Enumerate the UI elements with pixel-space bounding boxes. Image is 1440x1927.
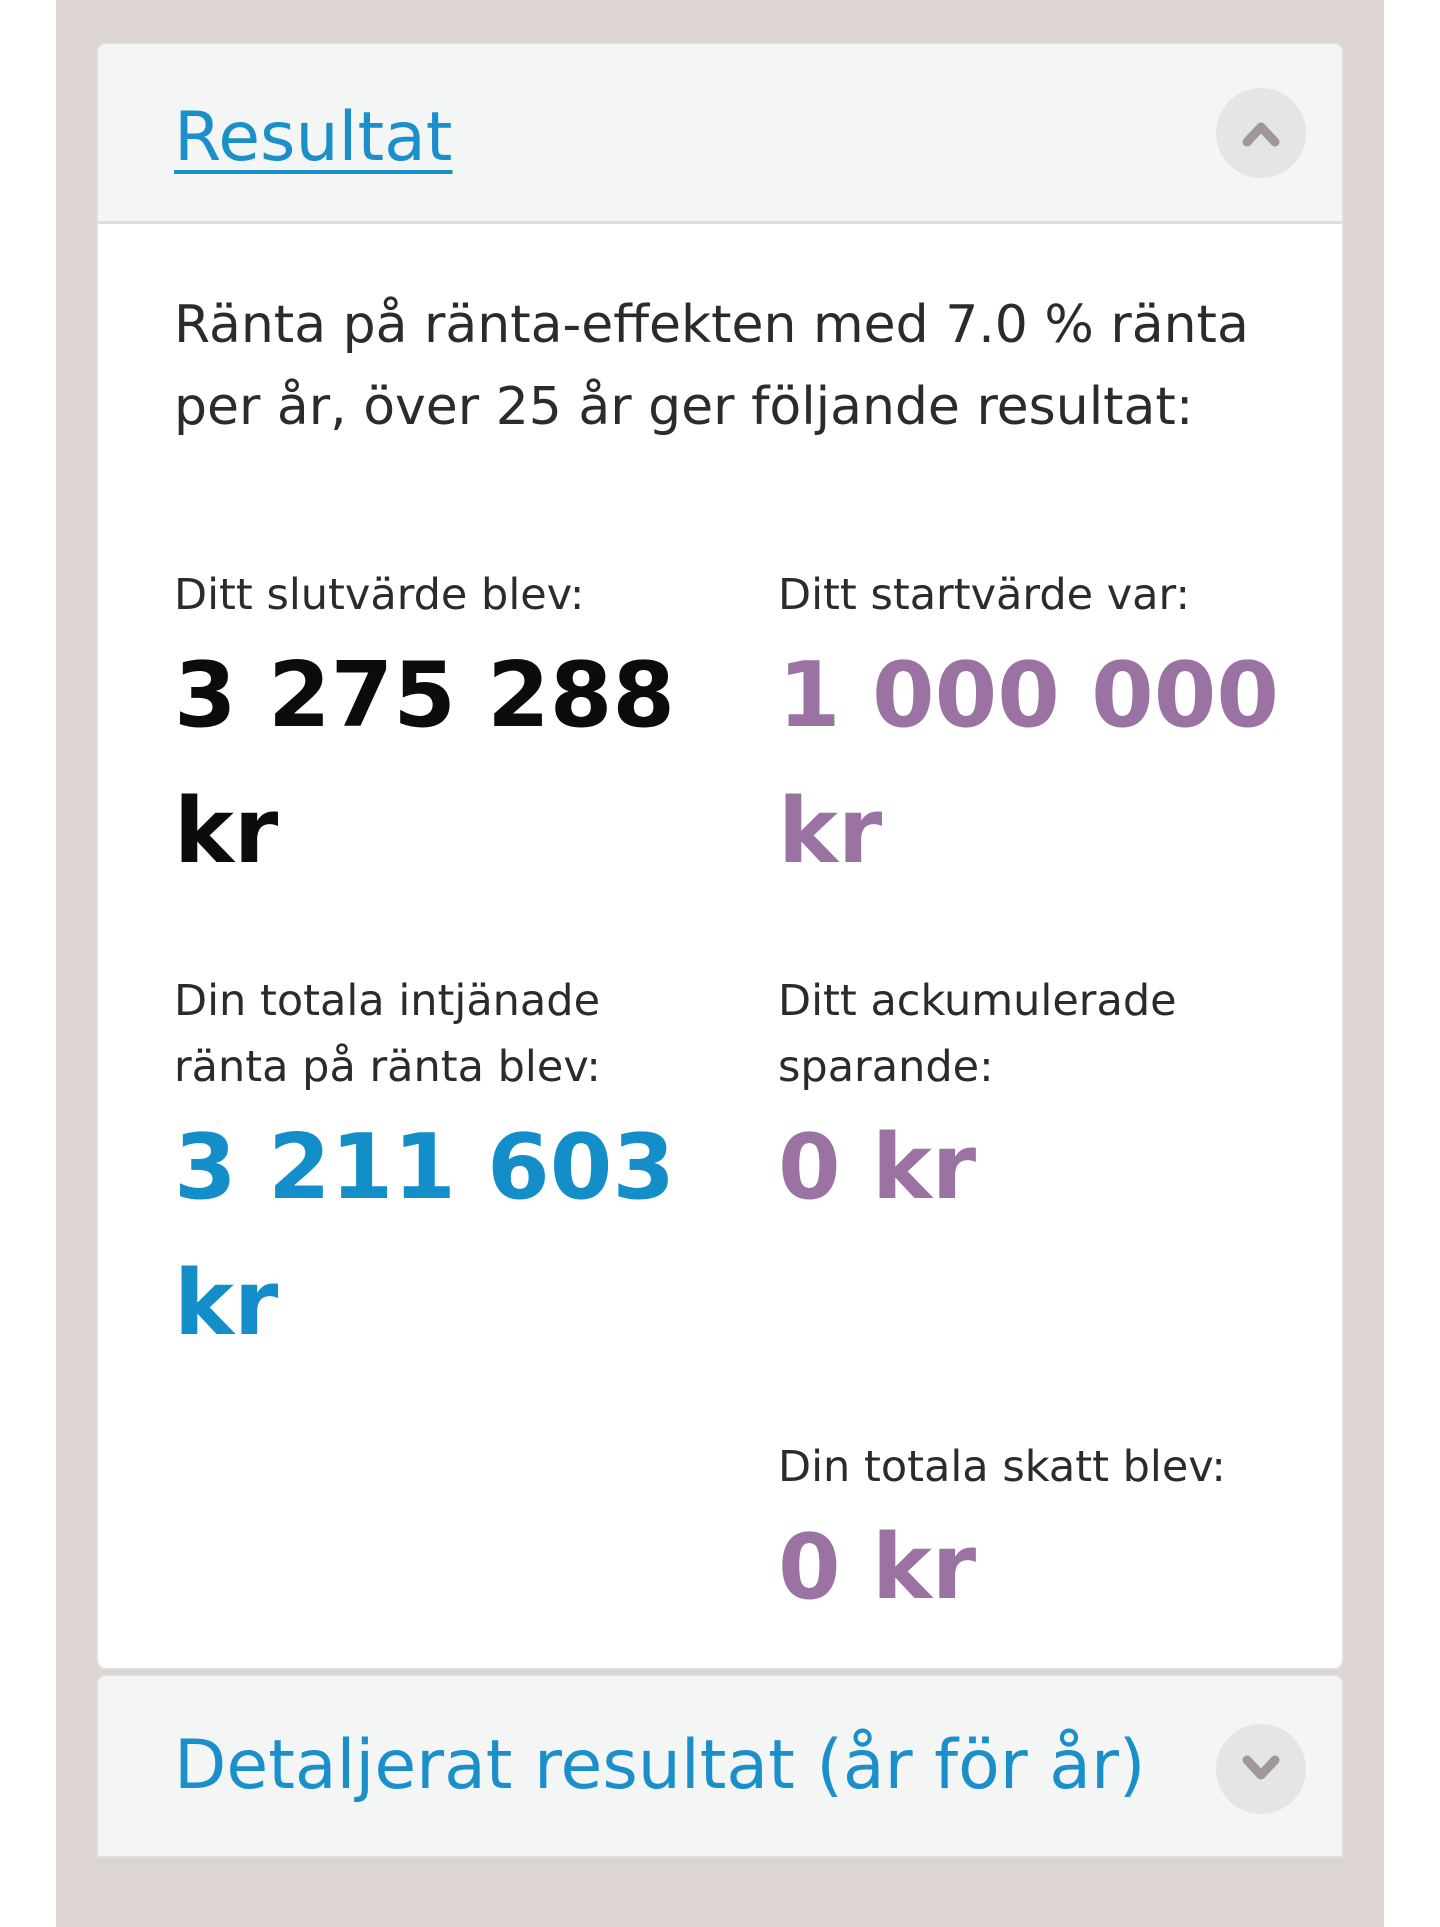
chevron-up-icon [1241, 119, 1281, 147]
total-interest-stat [174, 968, 694, 1372]
total-tax-label: Din totala skatt blev: [778, 1442, 1226, 1492]
final-value-stat [174, 562, 694, 900]
total-tax-stat [778, 1434, 1298, 1636]
detail-panel [96, 1674, 1344, 1858]
accumulated-savings-label: Ditt ackumulerade sparande: [778, 976, 1177, 1092]
expand-detail-button[interactable] [1216, 1724, 1306, 1814]
result-title-link[interactable]: Resultat [174, 98, 453, 177]
start-value-amount: 1 000 000 kr [778, 643, 1280, 884]
result-panel-header[interactable] [98, 44, 1342, 224]
start-value-stat [778, 562, 1298, 900]
total-tax-amount: 0 kr [778, 1515, 977, 1620]
collapse-result-button[interactable] [1216, 88, 1306, 178]
final-value-label: Ditt slutvärde blev: [174, 570, 585, 620]
accumulated-savings-stat [778, 968, 1298, 1236]
detail-title-link[interactable]: Detaljerat resultat (år för år) [174, 1726, 1146, 1805]
result-panel [96, 42, 1344, 1670]
total-interest-label: Din totala intjänade ränta på ränta blev: [174, 976, 601, 1092]
accumulated-savings-amount: 0 kr [778, 1115, 977, 1220]
detail-panel-header[interactable] [98, 1676, 1342, 1858]
final-value-amount: 3 275 288 kr [174, 643, 676, 884]
result-intro-text: Ränta på ränta-effekten med 7.0 % ränta per år, över 25 år ger följande resultat: [174, 295, 1249, 437]
start-value-label: Ditt startvärde var: [778, 570, 1190, 620]
chevron-down-icon [1241, 1755, 1281, 1783]
total-interest-amount: 3 211 603 kr [174, 1115, 676, 1356]
